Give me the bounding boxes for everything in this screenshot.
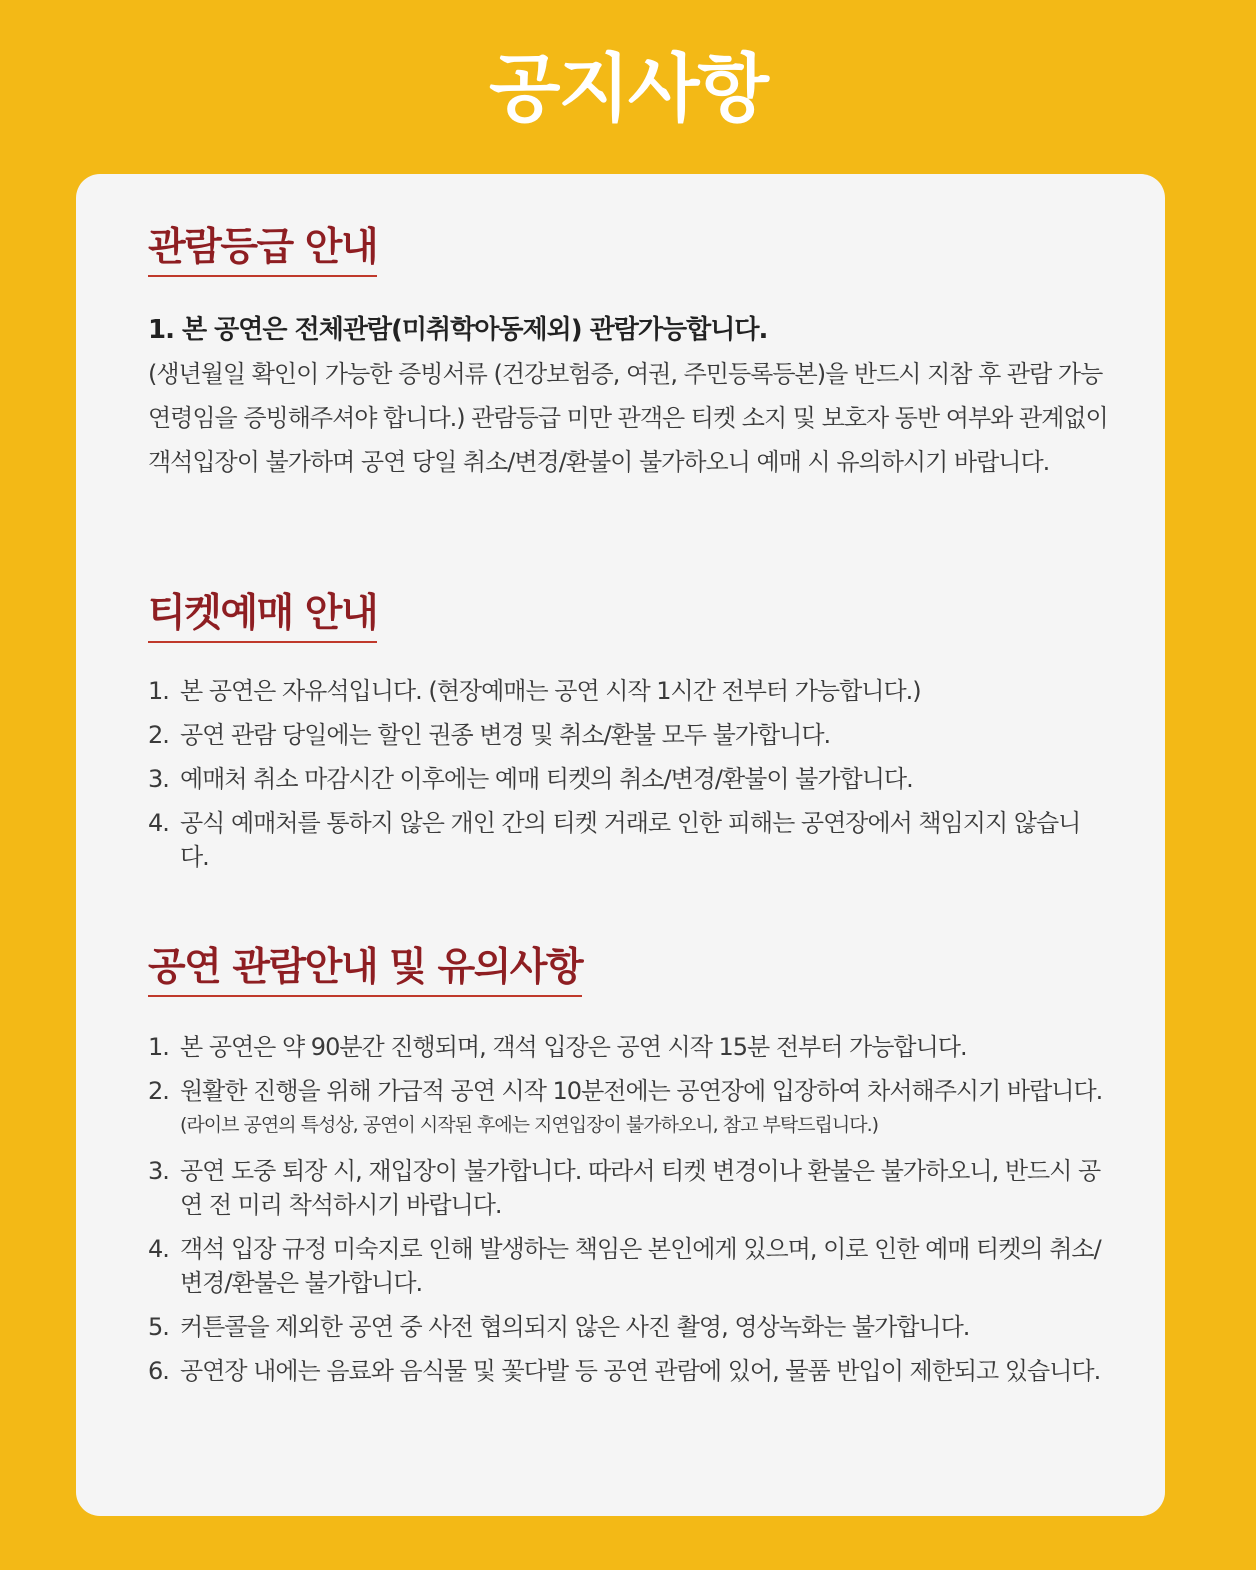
list-item bbox=[148, 718, 1108, 752]
list-text: 본 공연은 자유석입니다. (현장예매는 공연 시작 1시간 전부터 가능합니다.) bbox=[180, 677, 921, 705]
list-item bbox=[148, 1310, 1108, 1344]
list-number: 3. bbox=[148, 1157, 169, 1185]
list-number: 4. bbox=[148, 1235, 169, 1263]
rating-lead: 1. 본 공연은 전체관람(미취학아동제외) 관람가능합니다. bbox=[148, 315, 768, 345]
list-item bbox=[148, 674, 1108, 708]
list-text: 공연 도중 퇴장 시, 재입장이 불가합니다. 따라서 티켓 변경이나 환불은 불가하오니, 반드시 공연 전 미리 착석하시기 바랍니다. bbox=[180, 1157, 1101, 1219]
list-text: 본 공연은 약 90분간 진행되며, 객석 입장은 공연 시작 15분 전부터 가능합니다. bbox=[180, 1033, 967, 1061]
list-item bbox=[148, 1074, 1108, 1144]
list-text: 커튼콜을 제외한 공연 중 사전 협의되지 않은 사진 촬영, 영상녹화는 불가합니다. bbox=[180, 1313, 970, 1341]
list-item bbox=[148, 1030, 1108, 1064]
list-item bbox=[148, 1154, 1108, 1222]
section-heading-rating: 관람등급 안내 bbox=[148, 228, 377, 277]
list-text: 공식 예매처를 통하지 않은 개인 간의 티켓 거래로 인한 피해는 공연장에서 책임지지 않습니다. bbox=[180, 809, 1081, 871]
list-text: 예매처 취소 마감시간 이후에는 예매 티켓의 취소/변경/환불이 불가합니다. bbox=[180, 765, 913, 793]
list-number: 1. bbox=[148, 1033, 169, 1061]
list-number: 2. bbox=[148, 1077, 169, 1105]
section-heading-guide: 공연 관람안내 및 유의사항 bbox=[148, 948, 582, 997]
list-number: 3. bbox=[148, 765, 169, 793]
section-heading-ticket: 티켓예매 안내 bbox=[148, 594, 377, 643]
page-title: 공지사항 bbox=[489, 46, 767, 132]
list-item bbox=[148, 762, 1108, 796]
list-item bbox=[148, 1354, 1108, 1388]
list-number: 2. bbox=[148, 721, 169, 749]
list-text: 객석 입장 규정 미숙지로 인해 발생하는 책임은 본인에게 있으며, 이로 인한 예매 티켓의 취소/변경/환불은 불가합니다. bbox=[180, 1235, 1101, 1297]
list-item bbox=[148, 806, 1108, 874]
rating-paragraph: (생년월일 확인이 가능한 증빙서류 (건강보험증, 여권, 주민등록등본)을 반드시 지참 후 관람 가능 연령임을 증빙해주셔야 합니다.) 관람등급 미만 관객은 티켓 소지 및 보호자 동반 여부와 관계없이 객석입장이 불가하며 공연 당일 취소/변경/환불이 불가하오니 예매 시 유의하시기 바랍니다. bbox=[148, 360, 1108, 476]
list-number: 6. bbox=[148, 1357, 169, 1385]
list-number: 4. bbox=[148, 809, 169, 837]
list-text: 원활한 진행을 위해 가급적 공연 시작 10분전에는 공연장에 입장하여 차서해주시기 바랍니다. bbox=[180, 1077, 1103, 1105]
notice-card bbox=[76, 174, 1165, 1516]
list-number: 5. bbox=[148, 1313, 169, 1341]
list-text: 공연 관람 당일에는 할인 권종 변경 및 취소/환불 모두 불가합니다. bbox=[180, 721, 831, 749]
section-body-rating bbox=[148, 308, 1108, 484]
list-subnote: (라이브 공연의 특성상, 공연이 시작된 후에는 지연입장이 불가하오니, 참고 부탁드립니다.) bbox=[180, 1114, 879, 1136]
list-item bbox=[148, 1232, 1108, 1300]
list-number: 1. bbox=[148, 677, 169, 705]
section-body-ticket bbox=[148, 674, 1108, 884]
list-text: 공연장 내에는 음료와 음식물 및 꽃다발 등 공연 관람에 있어, 물품 반입이 제한되고 있습니다. bbox=[180, 1357, 1101, 1385]
section-body-guide bbox=[148, 1030, 1108, 1398]
